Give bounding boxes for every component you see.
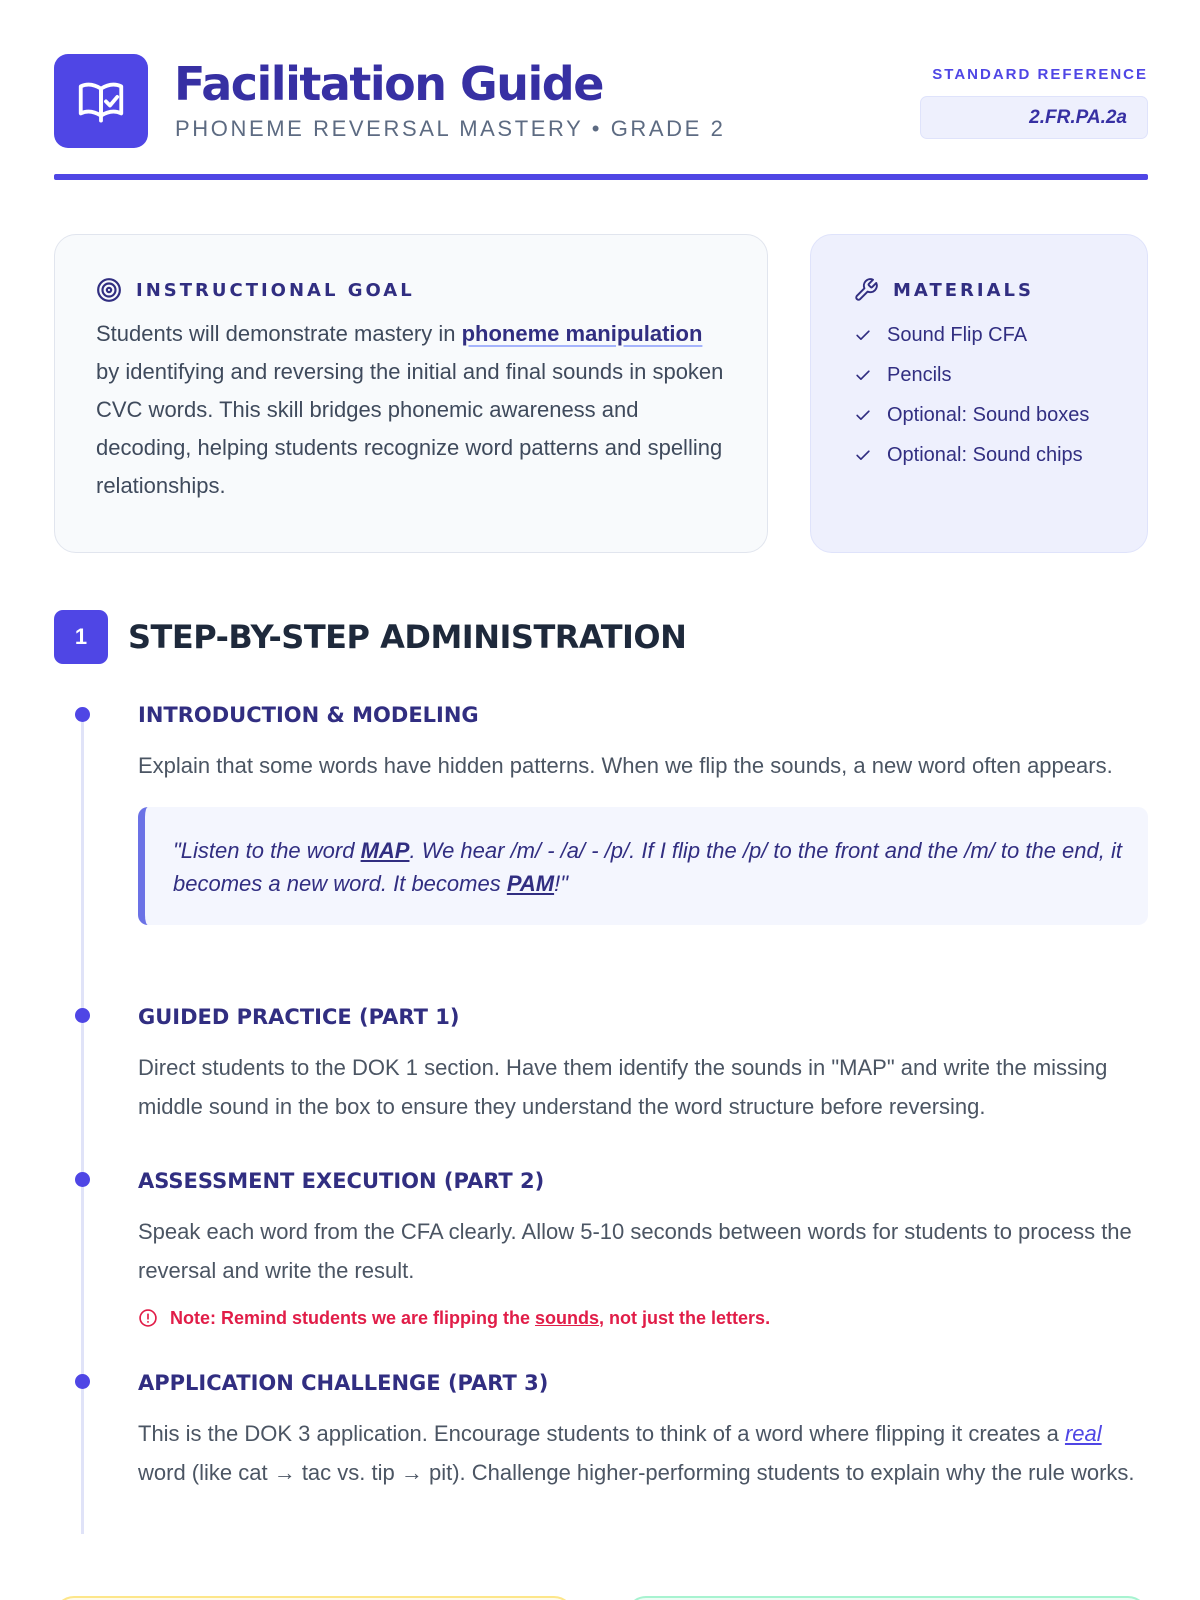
materials-label: MATERIALS bbox=[893, 279, 1034, 301]
check-icon bbox=[853, 405, 873, 425]
check-icon bbox=[853, 445, 873, 465]
step-text: Speak each word from the CFA clearly. Allow 5-10 seconds between words for students to process the reversal and write the result. bbox=[138, 1219, 1132, 1283]
step-note: Note: Remind students we are flipping the sounds, not just the letters. bbox=[138, 1304, 1148, 1332]
list-item: Optional: Sound boxes bbox=[853, 395, 1117, 435]
section-title: STEP-BY-STEP ADMINISTRATION bbox=[128, 618, 687, 656]
header-divider bbox=[54, 174, 1148, 180]
step-application-challenge bbox=[138, 1368, 1148, 1492]
instructional-goal-text: Students will demonstrate mastery in phoneme manipulation by identifying and reversing the initial and final sounds in spoken CVC words. This skill bridges phonemic awareness and decoding, helping students recognize word patterns and spelling relationships. bbox=[96, 321, 724, 498]
page-title: Facilitation Guide bbox=[174, 57, 603, 111]
section-header bbox=[54, 610, 686, 664]
instructional-goal-label: INSTRUCTIONAL GOAL bbox=[136, 279, 415, 301]
step-guided-practice bbox=[138, 1002, 1148, 1126]
page-subtitle: PHONEME REVERSAL MASTERY • GRADE 2 bbox=[175, 116, 726, 141]
materials-list bbox=[853, 315, 1117, 475]
step-title: GUIDED PRACTICE (PART 1) bbox=[138, 1005, 460, 1029]
book-check-icon bbox=[54, 54, 148, 148]
check-icon bbox=[853, 325, 873, 345]
check-icon bbox=[853, 365, 873, 385]
step-title: ASSESSMENT EXECUTION (PART 2) bbox=[138, 1169, 545, 1193]
list-item: Pencils bbox=[853, 355, 1117, 395]
step-assessment-execution bbox=[138, 1166, 1148, 1332]
timeline-dot bbox=[75, 1374, 90, 1389]
step-text: This is the DOK 3 application. Encourage students to think of a word where flipping it creates a real word (like cat → tac vs. tip → pit). Challenge higher-performing students to explain why the rule works. bbox=[138, 1421, 1135, 1485]
timeline-dot bbox=[75, 707, 90, 722]
goal-emphasis: phoneme manipulation bbox=[461, 321, 703, 346]
page-header bbox=[54, 54, 1148, 146]
bottom-card-right bbox=[626, 1596, 1148, 1600]
materials-card bbox=[810, 234, 1148, 553]
list-item: Optional: Sound chips bbox=[853, 435, 1117, 475]
step-introduction bbox=[138, 700, 1148, 925]
timeline-dot bbox=[75, 1008, 90, 1023]
step-text: Direct students to the DOK 1 section. Have them identify the sounds in "MAP" and write the missing middle sound in the box to ensure they understand the word structure before reversing. bbox=[138, 1055, 1108, 1119]
target-icon bbox=[96, 277, 122, 303]
step-text: Explain that some words have hidden patterns. When we flip the sounds, a new word often appears. bbox=[138, 753, 1113, 778]
section-number-badge: 1 bbox=[54, 610, 108, 664]
alert-circle-icon bbox=[138, 1308, 158, 1328]
step-title: APPLICATION CHALLENGE (PART 3) bbox=[138, 1371, 549, 1395]
standard-reference-label: STANDARD REFERENCE bbox=[932, 66, 1148, 83]
timeline-dot bbox=[75, 1172, 90, 1187]
wrench-icon bbox=[853, 277, 879, 303]
emphasis-real: real bbox=[1064, 1421, 1102, 1446]
step-title: INTRODUCTION & MODELING bbox=[138, 703, 479, 727]
instructional-goal-card bbox=[54, 234, 768, 553]
modeling-quote: "Listen to the word MAP. We hear /m/ - /a/ - /p/. If I flip the /p/ to the front and the /m/ to the end, it becomes a new word. It becomes PAM!" bbox=[138, 807, 1148, 925]
list-item: Sound Flip CFA bbox=[853, 315, 1117, 355]
bottom-card-left bbox=[54, 1596, 574, 1600]
standard-reference-value: 2.FR.PA.2a bbox=[920, 96, 1148, 139]
timeline-line bbox=[81, 716, 84, 1534]
